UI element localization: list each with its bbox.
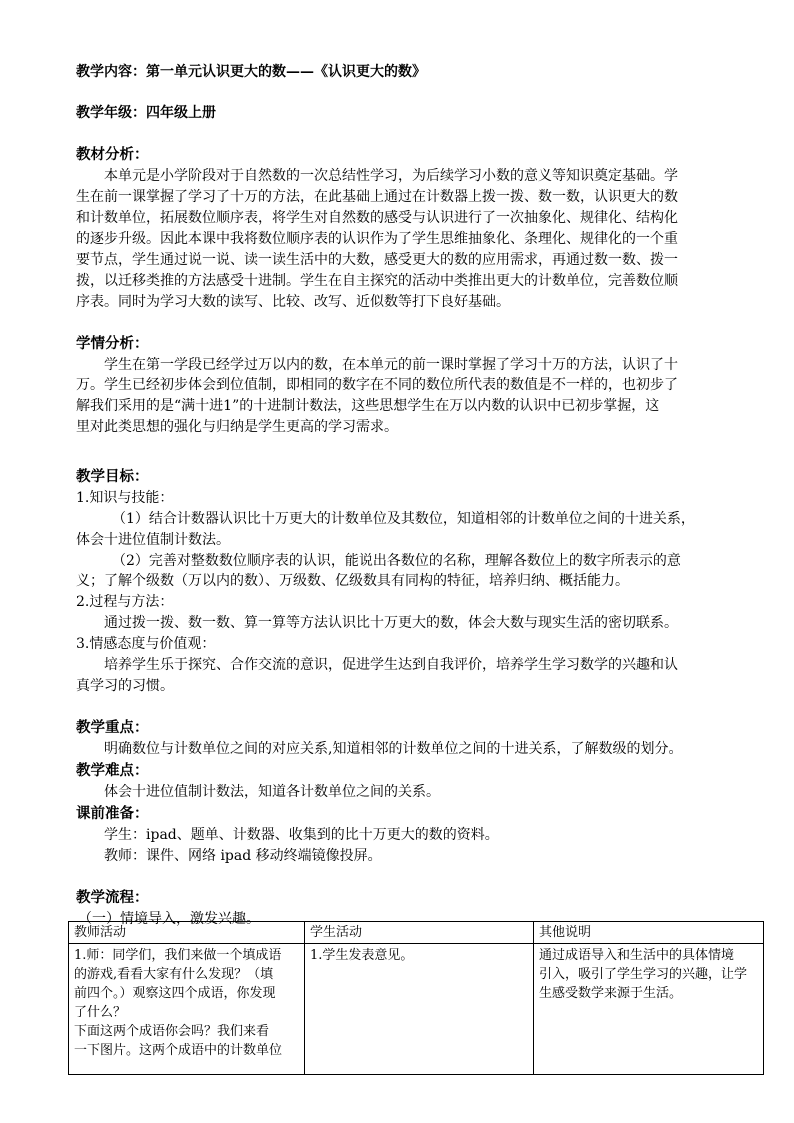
text-line: 解我们采用的是“满十进1”的十进制计数法，这些思想学生在万以内数的认识中已初步掌握，这 [76,398,660,414]
cell-line: 生感受数学来源于生活。 [539,986,683,1001]
lesson-plan [76,62,764,930]
cell-line: 通过成语导入和生活中的具体情境 [539,948,735,963]
text-line: 要节点，学生通过说一说、读一读生活中的大数，感受更大的数的应用需求，再通过数一数、拨一 [76,251,678,268]
student-analysis-paragraph [76,355,764,439]
difficulty-heading: 教学难点： [76,762,149,779]
flow-section-title: （一）情境导入，激发兴趣。 [78,911,260,927]
goal-emotion-line: 培养学生乐于探究、合作交流的意识，促进学生达到自我评价，培养学生学习数学的兴趣和认 [104,657,678,673]
cell-line: 引入，吸引了学生学习的兴趣，让学 [539,967,748,982]
teacher-activity-cell [69,944,305,1075]
text-line: 的逐步升级。因此本课中我将数位顺序表的认识作为了学生思维抽象化、条理化、规律化的一个重 [76,230,678,247]
text-line: 学生在第一学段已经学过万以内的数，在本单元的前一课时掌握了学习十万的方法，认识了十 [104,356,678,373]
textbook-paragraph [76,166,764,313]
goal-emotion-line: 真学习的习惯。 [76,678,174,694]
text-line: 里对此类思想的强化与归纳是学生更高的学习需求。 [76,419,398,435]
text-line: 本单元是小学阶段对于自然数的一次总结性学习，为后续学习小数的意义等知识奠定基础。学 [104,168,678,184]
text-line: 和计数单位，拓展数位顺序表，将学生对自然数的感受与认识进行了一次抽象化、规律化、结构化 [76,209,678,226]
grade-line: 教学年级：四年级上册 [76,105,216,121]
table-header-row [69,922,764,944]
cell-line: 的游戏,看看大家有什么发现？（填 [74,967,274,982]
cell-line: 一下图片。这两个成语中的计数单位 [74,1043,283,1058]
table-row [69,944,764,1075]
text-line: 序表。同时为学习大数的读写、比较、改写、近似数等打下良好基础。 [76,293,510,310]
goal-emotion-label: 3.情感态度与价值观： [76,636,216,652]
prep-teacher: 教师：课件、网络 ipad 移动终端镜像投屏。 [104,848,382,864]
goal-knowledge-label: 1.知识与技能： [76,490,174,506]
header-student: 学生活动 [305,922,534,944]
cell-line: 了什么？ [74,1005,127,1020]
text-line: 生在前一课掌握了学习了十万的方法，在此基础上通过在计数器上拨一拨、数一数，认识更大的数 [76,188,678,205]
goal-knowledge-1-line: 体会十进位值制计数法。 [76,531,230,548]
goal-knowledge-1-line: （1）结合计数器认识比十万更大的计数单位及其数位，知道相邻的计数单位之间的十进关系， [112,511,695,527]
goals-heading: 教学目标： [76,468,149,485]
cell-line: 下面这两个成语你会吗？我们来看 [74,1024,270,1039]
goal-process-label: 2.过程与方法： [76,594,174,610]
cell-line: 1.学生发表意见。 [310,948,414,963]
difficulty-text: 体会十进位值制计数法，知道各计数单位之间的关系。 [104,784,440,800]
goal-knowledge-2-line: （2）完善对整数数位顺序表的认识，能说出各数位的名称，理解各数位上的数字所表示的意 [112,552,681,569]
goal-process-text: 通过拨一拨、数一数、算一算等方法认识比十万更大的数，体会大数与现实生活的密切联系。 [104,615,678,631]
header-teacher: 教师活动 [69,922,305,944]
header-notes: 其他说明 [534,922,764,944]
text-line: 拨，以迁移类推的方法感受十进制。学生在自主探究的活动中类推出更大的计数单位，完善数位顺 [76,272,678,289]
student-activity-cell [305,944,534,1075]
flow-heading: 教学流程： [76,889,149,906]
student-analysis-heading: 学情分析： [76,334,149,352]
prep-heading: 课前准备： [76,805,149,822]
cell-line: 1.师：同学们，我们来做一个填成语 [74,948,282,963]
key-point-heading: 教学重点： [76,719,149,736]
text-line: 万。学生已经初步体会到位值制，即相同的数字在不同的数位所代表的数值是不一样的，也初步了 [76,377,678,393]
prep-student: 学生：ipad、题单、计数器、收集到的比十万更大的数的资料。 [104,827,499,843]
goal-knowledge-2-line: 义；了解个级数（万以内的数）、万级数、亿级数具有同构的特征，培养归纳、概括能力。 [76,573,629,589]
cell-line: 前四个。）观察这四个成语，你发现 [74,986,276,1001]
textbook-heading: 教材分析： [76,146,149,163]
flow-table [68,921,764,1075]
notes-cell [534,944,764,1075]
lesson-title: 教学内容：第一单元认识更大的数——《认识更大的数》 [76,64,426,80]
key-point-text: 明确数位与计数单位之间的对应关系,知道相邻的计数单位之间的十进关系，了解数级的划分。 [104,741,683,757]
